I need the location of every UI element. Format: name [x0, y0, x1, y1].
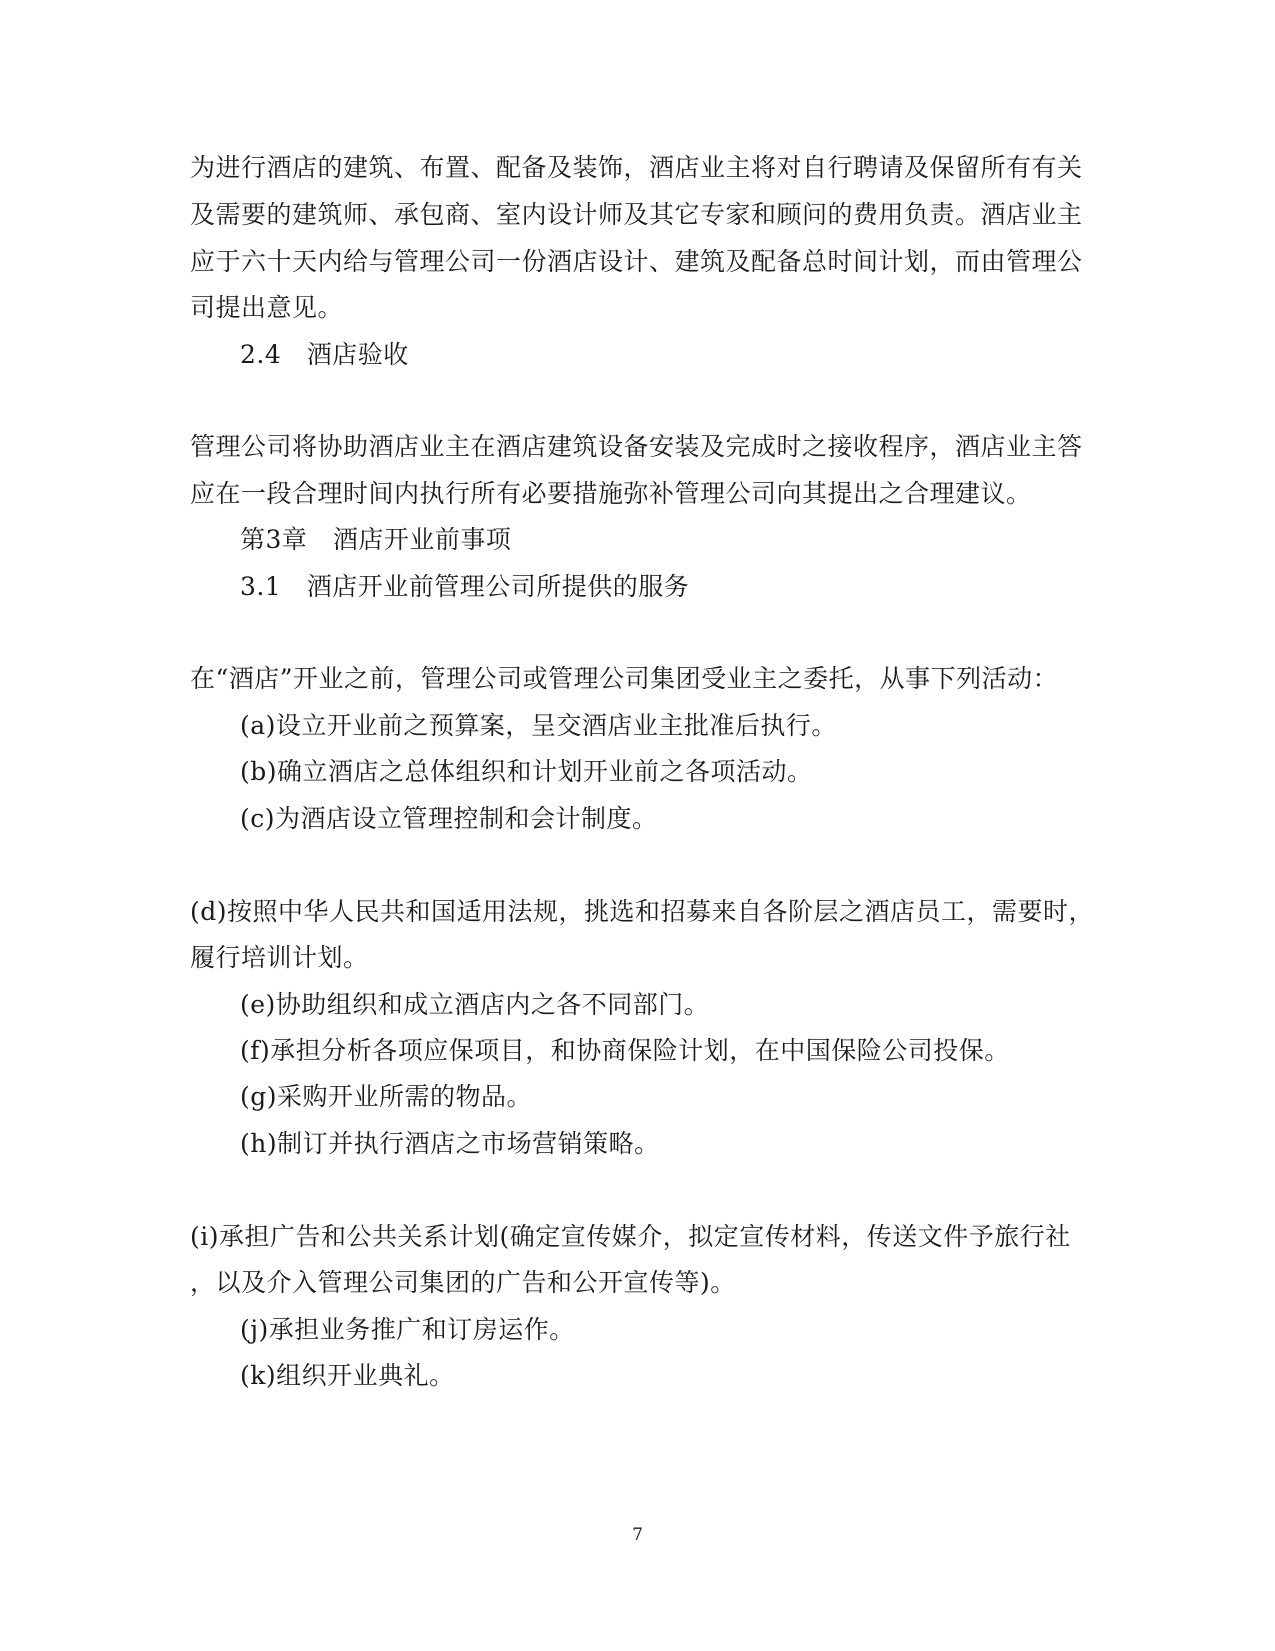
list-item: (k)组织开业典礼。 — [240, 1361, 455, 1390]
page-number: 7 — [632, 1525, 643, 1545]
paragraph-line: 为进行酒店的建筑、布置、配备及装饰，酒店业主将对自行聘请及保留所有有关 — [190, 153, 1083, 182]
paragraph-line: 应于六十天内给与管理公司一份酒店设计、建筑及配备总时间计划，而由管理公 — [190, 247, 1083, 276]
paragraph-line: 应在一段合理时间内执行所有必要措施弥补管理公司向其提出之合理建议。 — [190, 479, 1032, 508]
paragraph-line: 管理公司将协助酒店业主在酒店建筑设备安装及完成时之接收程序，酒店业主答 — [190, 432, 1083, 461]
list-item: (a)设立开业前之预算案，呈交酒店业主批准后执行。 — [240, 711, 837, 740]
section-heading-2-4: 2.4 酒店验收 — [240, 340, 409, 369]
list-item: (e)协助组织和成立酒店内之各不同部门。 — [240, 990, 710, 1019]
list-item: (b)确立酒店之总体组织和计划开业前之各项活动。 — [240, 757, 813, 786]
paragraph-line: 在“酒店”开业之前，管理公司或管理公司集团受业主之委托，从事下列活动： — [190, 664, 1059, 693]
paragraph-line: (i)承担广告和公共关系计划(确定宣传媒介，拟定宣传材料，传送文件予旅行社 — [190, 1222, 1071, 1251]
paragraph-line: 司提出意见。 — [190, 293, 344, 322]
paragraph-line: ，以及介入管理公司集团的广告和公开宣传等)。 — [190, 1268, 736, 1297]
list-item: (f)承担分析各项应保项目，和协商保险计划，在中国保险公司投保。 — [240, 1036, 1010, 1065]
list-item: (c)为酒店设立管理控制和会计制度。 — [240, 804, 658, 833]
section-heading-3-1: 3.1 酒店开业前管理公司所提供的服务 — [240, 572, 690, 601]
list-item: (h)制订并执行酒店之市场营销策略。 — [240, 1129, 660, 1158]
list-item: (g)采购开业所需的物品。 — [240, 1082, 533, 1111]
paragraph-line: 及需要的建筑师、承包商、室内设计师及其它专家和顾问的费用负责。酒店业主 — [190, 200, 1083, 229]
chapter-heading-3: 第3章 酒店开业前事项 — [240, 525, 512, 554]
paragraph-line: 履行培训计划。 — [190, 943, 369, 972]
list-item: (j)承担业务推广和订房运作。 — [240, 1315, 575, 1344]
paragraph-line: (d)按照中华人民共和国适用法规，挑选和招募来自各阶层之酒店员工，需要时， — [190, 897, 1095, 926]
